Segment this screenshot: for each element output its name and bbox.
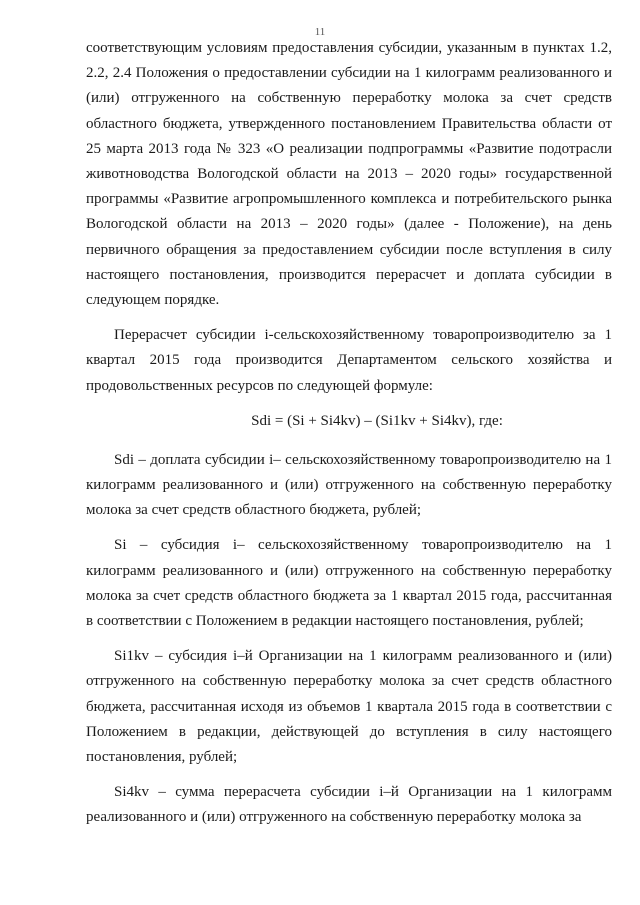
formula: Sdi = (Si + Si4kv) – (Si1kv + Si4kv), где: [251, 412, 503, 429]
page-number: 11 [314, 26, 326, 38]
paragraph-continuation: соответствующим условиям предоставления субсидии, указанным в пунктах 1.2, 2.2, 2.4 Положения о предоставлении субсидии на 1 килограмм реализованного и (или) отгруженного на собственную переработку молока за счет средств областного бюджета, утвержденного постановлением Правительства области от 25 марта 2013 года № 323 «О реализации подпрограммы «Развитие подотрасли животноводства Вологодской области на 2013 – 2020 годы» государственной программы «Развитие агропромышленного комплекса и потребительского рынка Вологодской области на 2013 – 2020 годы» (далее - Положение), на день первичного обращения за предоставлением субсидии после вступления в силу настоящего постановления, производится перерасчет и доплата субсидии в следующем порядке. [86, 40, 612, 309]
paragraph-recalculation-intro: Перерасчет субсидии i-сельскохозяйственному товаропроизводителю за 1 квартал 2015 года производится Департаментом сельского хозяйства и продовольственных ресурсов по следующей формуле: [86, 327, 612, 394]
formula-definitions [86, 448, 612, 831]
definition-sdi: Sdi – доплата субсидии i– сельскохозяйственному товаропроизводителю на 1 килограмм реализованного и (или) отгруженного на собственную переработку молока за счет средств областного бюджета, рублей; [86, 451, 612, 519]
definition-si1kv: Si1kv – субсидия i–й Организации на 1 килограмм реализованного и (или) отгруженного на собственную переработку молока за счет средств областного бюджета, рассчитанная исходя из объемов 1 квартала 2015 года в соответствии с Положением в редакции, действующей до вступления в силу настоящего постановления, рублей; [86, 648, 612, 766]
definition-si4kv: Si4kv – сумма перерасчета субсидии i–й Организации на 1 килограмм реализованного и (или) отгруженного на собственную переработку молока за [86, 784, 612, 826]
document-body [86, 36, 612, 841]
definition-si: Si – субсидия i– сельскохозяйственному товаропроизводителю на 1 килограмм реализованного и (или) отгруженного на собственную переработку молока за счет средств областного бюджета за 1 квартал 2015 года, рассчитанная в соответствии с Положением в редакции настоящего постановления, рублей; [86, 537, 612, 630]
